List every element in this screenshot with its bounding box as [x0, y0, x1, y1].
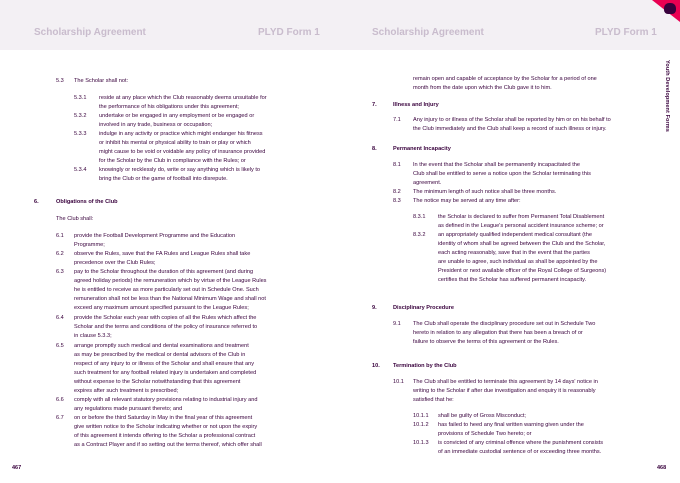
- clause-text-line: observe the Rules, save that the FA Rules and League Rules shall take: [74, 251, 251, 257]
- section-heading-text: Disciplinary Procedure: [393, 305, 454, 311]
- clause-text-line: bring the Club or the game of football into disrepute.: [99, 176, 228, 182]
- clause-text-line: as defined in the League's personal accident insurance scheme; or: [438, 223, 604, 229]
- clause-text-line: 10.1: [393, 379, 404, 385]
- clause-text-line: 6.5: [56, 343, 64, 349]
- left-page-title: Scholarship Agreement: [34, 27, 146, 38]
- section-heading-text: Obligations of the Club: [56, 199, 118, 205]
- clause-text-line: month from the date upon which the Club gave it to him.: [413, 85, 552, 91]
- clause-text-line: failure to observe the terms of this agreement or the Rules.: [413, 339, 559, 345]
- clause-text-line: 9.1: [393, 321, 401, 327]
- clause-text-line: The minimum length of such notice shall be three months.: [413, 189, 557, 195]
- clause-text-line: 8.3: [393, 198, 401, 204]
- left-form-label: PLYD Form 1: [258, 27, 320, 38]
- clause-text-line: 5.3: [56, 78, 64, 84]
- clause-text-line: 8.1: [393, 162, 401, 168]
- clause-text-line: Club shall be entitled to serve a notice upon the Scholar terminating this: [413, 171, 591, 177]
- section-heading-text: 6.: [34, 199, 39, 205]
- clause-text-line: pay to the Scholar throughout the duration of this agreement (and during: [74, 269, 254, 275]
- clause-text-line: hereto in relation to any allegation that there has been a breach of or: [413, 330, 583, 336]
- clause-text-line: 6.7: [56, 415, 64, 421]
- clause-text-line: give written notice to the Scholar indicating whether or not upon the expiry: [74, 424, 258, 430]
- section-heading-text: Permanent Incapacity: [393, 146, 451, 152]
- clause-text-line: reside at any place which the Club reasonably deems unsuitable for: [99, 95, 267, 101]
- clause-text-line: 8.3.1: [413, 214, 426, 220]
- clause-text-line: arrange promptly such medical and dental examinations and treatment: [74, 343, 249, 349]
- clause-text-line: each acting reasonably, save that in the event that the parties: [438, 250, 590, 256]
- clause-text-line: 6.3: [56, 269, 64, 275]
- clause-text-line: any regulations made pursuant thereto; and: [74, 406, 183, 412]
- clause-text-line: The Club shall:: [56, 216, 94, 222]
- clause-text-line: President or next available officer of the Royal College of Surgeons): [438, 268, 607, 274]
- clause-text-line: 10.1.1: [413, 413, 429, 419]
- clause-text-line: of an immediate custodial sentence of or exceeding three months.: [438, 449, 602, 455]
- clause-text-line: is convicted of any criminal offence where the punishment consists: [438, 440, 603, 446]
- section-heading-text: 10.: [372, 363, 380, 369]
- clause-text-line: are unable to agree, such individual as shall be appointed by the: [438, 259, 598, 265]
- right-page-title: Scholarship Agreement: [372, 27, 484, 38]
- right-form-label: PLYD Form 1: [595, 27, 657, 38]
- clause-text-line: 5.3.1: [74, 95, 87, 101]
- clause-text-line: involved in any trade, business or occupation;: [99, 122, 213, 128]
- clause-text-line: the performance of his obligations under this agreement;: [99, 104, 239, 110]
- clause-text-line: The Club shall operate the disciplinary procedure set out in Schedule Two: [413, 321, 596, 327]
- page-header: [0, 0, 680, 50]
- clause-text-line: indulge in any activity or practice which might endanger his fitness: [99, 131, 263, 137]
- clause-text-line: Scholar and the terms and conditions of the policy of insurance referred to: [74, 324, 258, 330]
- clause-text-line: has failed to heed any final written warning given under the: [438, 422, 584, 428]
- clause-text-line: 5.3.3: [74, 131, 87, 137]
- lion-logo-icon: [664, 3, 676, 14]
- clause-text-line: knowingly or recklessly do, write or say anything which is likely to: [99, 167, 261, 173]
- clause-text-line: 7.1: [393, 117, 401, 123]
- clause-text-line: shall be guilty of Gross Misconduct;: [438, 413, 526, 419]
- clause-text-line: on or before the third Saturday in May in the final year of this agreement: [74, 415, 253, 421]
- clause-text-line: agreed holiday periods) the remuneration which by virtue of the League Rules: [74, 278, 267, 284]
- clause-text-line: provide the Football Development Programme and the Education: [74, 233, 236, 239]
- clause-text-line: or inhibit his mental or physical ability to train or play or which: [99, 140, 251, 146]
- section-heading-text: 7.: [372, 102, 377, 108]
- clause-text-line: 5.3.4: [74, 167, 87, 173]
- clause-text-line: The Scholar shall not:: [74, 78, 129, 84]
- left-page-number: 467: [12, 465, 22, 471]
- clause-text-line: 8.3.2: [413, 232, 426, 238]
- clause-text-line: without expense to the Scholar notwithstanding that this agreement: [74, 379, 241, 385]
- right-page-number: 468: [657, 465, 667, 471]
- clause-text-line: The notice may be served at any time after:: [413, 198, 521, 204]
- clause-text-line: exceed any maximum amount specified pursuant to the League Rules;: [74, 305, 249, 311]
- clause-text-line: Any injury to or illness of the Scholar shall be reported by him or on his behalf to: [413, 117, 611, 123]
- clause-text-line: he is entitled to receive as more particularly set out in Schedule One. Such: [74, 287, 259, 293]
- clause-text-line: as a Contract Player and if so setting out the terms thereof, which offer shall: [74, 442, 262, 448]
- clause-text-line: as may be prescribed by the medical or dental advisors of the Club in: [74, 352, 246, 358]
- clause-text-line: respect of any injury to or illness of the Scholar and shall ensure that any: [74, 361, 255, 367]
- clause-text-line: identity of whom shall be agreed between the Club and the Scholar,: [438, 241, 606, 247]
- section-heading-text: Termination by the Club: [393, 363, 457, 369]
- clause-text-line: in clause 5.3.3;: [74, 333, 112, 339]
- clause-text-line: writing to the Scholar if after due investigation and enquiry it is reasonably: [413, 388, 596, 394]
- clause-text-line: might cause to be void or voidable any policy of insurance provided: [99, 149, 266, 155]
- clause-text-line: 6.4: [56, 315, 64, 321]
- clause-text-line: satisfied that he:: [413, 397, 454, 403]
- clause-text-line: such treatment for any football related injury is undertaken and completed: [74, 370, 257, 376]
- clause-text-line: agreement.: [413, 180, 442, 186]
- clause-text-line: The Club shall be entitled to terminate this agreement by 14 days' notice in: [413, 379, 598, 385]
- clause-text-line: 6.2: [56, 251, 64, 257]
- clause-text-line: Programme;: [74, 242, 105, 248]
- clause-text-line: 5.3.2: [74, 113, 87, 119]
- section-heading-text: 8.: [372, 146, 377, 152]
- clause-text-line: comply with all relevant statutory provisions relating to industrial injury and: [74, 397, 258, 403]
- clause-text-line: provisions of Schedule Two hereto; or: [438, 431, 532, 437]
- clause-text-line: remain open and capable of acceptance by the Scholar for a period of one: [413, 76, 597, 82]
- clause-text-line: the Club immediately and the Club shall keep a record of such illness or injury.: [413, 126, 607, 132]
- clause-text-line: remuneration shall not be less than the National Minimum Wage and shall not: [74, 296, 266, 302]
- section-heading-text: 9.: [372, 305, 377, 311]
- clause-text-line: In the event that the Scholar shall be permanently incapacitated the: [413, 162, 580, 168]
- clause-text-line: certifies that the Scholar has suffered permanent incapacity.: [438, 277, 587, 283]
- clause-text-line: precedence over the Club Rules;: [74, 260, 156, 266]
- clause-text-line: 8.2: [393, 189, 401, 195]
- clause-text-line: provide the Scholar each year with copies of all the Rules which affect the: [74, 315, 257, 321]
- clause-text-line: 10.1.3: [413, 440, 429, 446]
- clause-text-line: 6.1: [56, 233, 64, 239]
- clause-text-line: 6.6: [56, 397, 64, 403]
- clause-text-line: for the Scholar by the Club in compliance with the Rules; or: [99, 158, 246, 164]
- clause-text-line: of this agreement it intends offering to the Scholar a professional contract: [74, 433, 256, 439]
- clause-text-line: the Scholar is declared to suffer from Permanent Total Disablement: [438, 214, 605, 220]
- clause-text-line: expires after such treatment is prescribed;: [74, 388, 179, 394]
- clause-text-line: an appropriately qualified independent medical consultant (the: [438, 232, 592, 238]
- clause-text-line: 10.1.2: [413, 422, 429, 428]
- side-section-label: Youth Development Forms: [664, 60, 670, 132]
- clause-text-line: undertake or be engaged in any employment or be engaged or: [99, 113, 255, 119]
- section-heading-text: Illness and Injury: [393, 102, 439, 108]
